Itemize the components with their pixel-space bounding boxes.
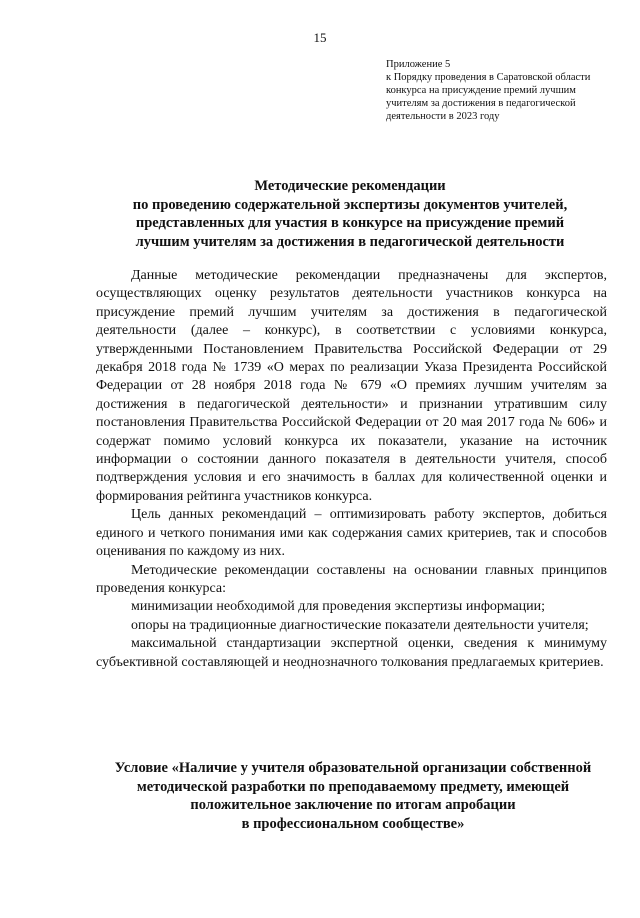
appendix-line: к Порядку проведения в Саратовской области [386,72,591,83]
paragraph-goal: Цель данных рекомендаций – оптимизировать работу экспертов, добиться единого и четкого понимания ими как содержания самих критериев, так и способов оценивания по каждому из них. [96,507,607,560]
paragraph-principles: Методические рекомендации составлены на основании главных принципов проведения конкурса: [96,562,607,596]
appendix-line: деятельности в 2023 году [386,111,500,122]
principle-item: минимизации необходимой для проведения экспертизы информации; [131,599,546,615]
condition-line: Условие «Наличие у учителя образовательной организации собственной [114,760,592,776]
appendix-line: Приложение 5 [386,59,451,70]
principle-item: максимальной стандартизации экспертной оценки, сведения к минимуму субъективной составляющей и неоднозначного толкования предлагаемых критериев. [96,636,607,670]
condition-line: положительное заключение по итогам апробации [190,797,516,813]
appendix-note [386,58,626,123]
title-line: по проведению содержательной экспертизы документов учителей, [132,196,568,213]
paragraph-purpose: Данные методические рекомендации предназначены для экспертов, осуществляющих оценку результатов деятельности участников конкурса на присуждение премий лучшим учителям за достижения в педагогической деятельности (далее – конкурс), в соответствии с условиями конкурса, утвержденными Постановлением Правительства Российской Федерации от 29 декабря 2018 года № 1739 «О мерах по реализации Указа Президента Российской Федерации от 28 ноября 2018 года № 679 «О премиях лучшим учителям за достижения в педагогической деятельности» и признании утратившим силу постановления Правительства Российской Федерации от 20 мая 2017 года № 606» и содержат помимо условий конкурса их показатели, указание на источник информации о состоянии данного показателя в деятельности учителя, способ подтверждения условия и его значимость в баллах для количественной оценки и формирования рейтинга участников конкурса. [96,268,607,504]
title-line: представленных для участия в конкурсе на присуждение премий [135,215,565,231]
title-line: лучшим учителям за достижения в педагогической деятельности [135,233,565,250]
title-line: Методические рекомендации [254,178,446,194]
condition-line: методической разработки по преподаваемому предмету, имеющей [136,778,570,795]
appendix-line: конкурса на присуждение премий лучшим [386,85,576,96]
body-text [96,267,607,672]
page-number: 15 [313,30,327,45]
principle-item: опоры на традиционные диагностические показатели деятельности учителя; [131,617,589,633]
condition-line: в профессиональном сообществе» [241,815,465,832]
condition-heading [92,759,614,833]
appendix-line: учителям за достижения в педагогической [386,98,576,109]
document-title [70,177,630,251]
